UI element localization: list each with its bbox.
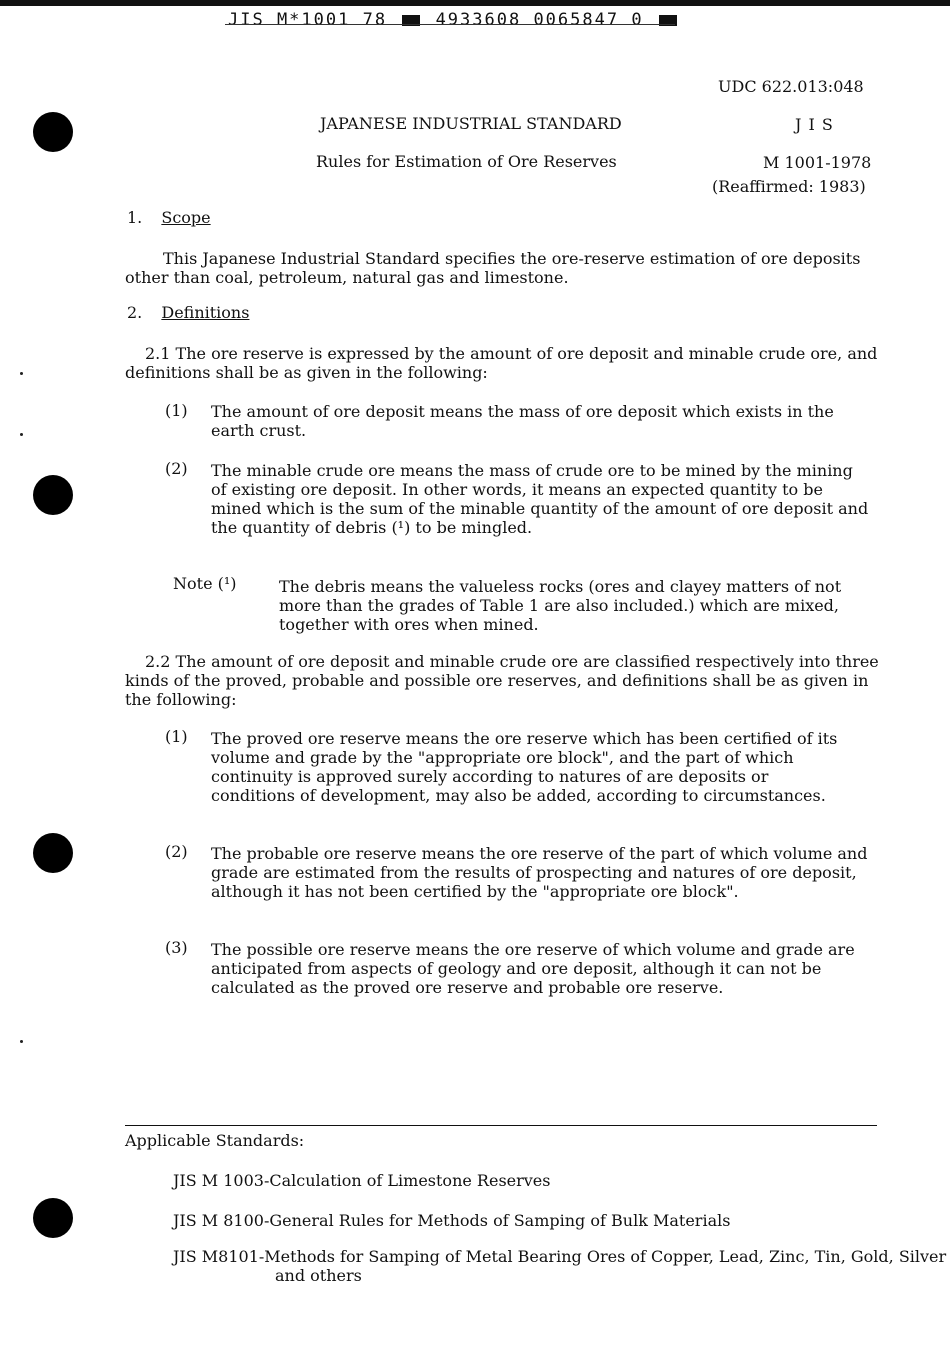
section-2-heading: [127, 303, 249, 322]
punch-hole: [33, 833, 73, 873]
scan-speck: [20, 372, 23, 375]
section-title: Scope: [161, 208, 211, 227]
footnote-divider: [125, 1125, 877, 1126]
header-code-right: 4933608 0065847 0: [435, 10, 644, 30]
note-label: Note (¹): [173, 574, 237, 593]
scan-top-edge: [0, 0, 950, 6]
scan-header-code: [228, 10, 680, 30]
applicable-standard-item: JIS M 1003-Calculation of Limestone Reserves: [173, 1171, 551, 1190]
list-item-text: The amount of ore deposit means the mass of ore deposit which exists in the earth crust.: [211, 402, 834, 440]
header-rule: [225, 24, 675, 25]
jis-label: J I S: [795, 115, 834, 134]
punch-hole: [33, 112, 73, 152]
list-item-number: (2): [165, 459, 188, 478]
punch-hole: [33, 1198, 73, 1238]
scan-speck: [20, 1040, 23, 1043]
list-item-number: (2): [165, 842, 188, 861]
scan-speck: [20, 433, 23, 436]
list-item-number: (3): [165, 938, 188, 957]
list-item-text: The minable crude ore means the mass of crude ore to be mined by the mining of existing ore deposit. In other words, it means an expected quantity to be mined which is the sum of the minable quantity of the amount of ore deposit and the quantity of debris (¹) to be mingled.: [211, 461, 869, 537]
section-number: 2.: [127, 303, 143, 322]
list-item-text: The possible ore reserve means the ore reserve of which volume and grade are anticipated from aspects of geology and ore deposit, although it can not be calculated as the proved ore reserve and probable ore reserve.: [211, 940, 855, 997]
punch-hole: [33, 475, 73, 515]
document-title: Rules for Estimation of Ore Reserves: [316, 152, 617, 171]
note-text: The debris means the valueless rocks (ores and clayey matters of not more than the grades of Table 1 are also included.) which are mixed, together with ores when mined.: [279, 577, 842, 634]
applicable-standards-heading: Applicable Standards:: [125, 1131, 305, 1150]
section-number: 1.: [127, 208, 143, 227]
scope-paragraph: This Japanese Industrial Standard specifies the ore-reserve estimation of ore deposits other than coal, petroleum, natural gas and limestone.: [125, 249, 861, 287]
clause-number: 2.1: [145, 344, 171, 363]
list-item-text: The proved ore reserve means the ore reserve which has been certified of its volume and grade by the "appropriate ore block", and the part of which continuity is approved surely according to natures of are deposits or conditions of development, may also be added, according to circumstances.: [211, 729, 838, 805]
clause-text: The amount of ore deposit and minable crude ore are classified respectively into three kinds of the proved, probable and possible ore reserves, and definitions shall be as given in the following:: [125, 652, 879, 709]
section-title: Definitions: [161, 303, 250, 322]
list-item-number: (1): [165, 401, 188, 420]
document-number: M 1001-1978: [763, 153, 872, 172]
section-1-heading: [127, 208, 211, 227]
clause-2-1: [125, 344, 880, 382]
applicable-standard-item: JIS M8101-Methods for Samping of Metal Bearing Ores of Copper, Lead, Zinc, Tin, Gold, Silver and others: [173, 1247, 947, 1285]
clause-2-2: [125, 652, 880, 709]
applicable-standard-item: JIS M 8100-General Rules for Methods of Samping of Bulk Materials: [173, 1211, 731, 1230]
list-item-text: The probable ore reserve means the ore reserve of the part of which volume and grade are estimated from the results of prospecting and natures of ore deposit, although it has not been certified by the "appropriate ore block".: [211, 844, 868, 901]
clause-number: 2.2: [145, 652, 171, 671]
clause-text: The ore reserve is expressed by the amount of ore deposit and minable crude ore, and definitions shall be as given in the following:: [125, 344, 878, 382]
standard-name: JAPANESE INDUSTRIAL STANDARD: [320, 114, 622, 133]
udc-number: UDC 622.013:048: [718, 77, 864, 96]
header-code-left: JIS M*1001 78: [228, 10, 388, 30]
reaffirmed-date: (Reaffirmed: 1983): [712, 177, 866, 196]
list-item-number: (1): [165, 727, 188, 746]
